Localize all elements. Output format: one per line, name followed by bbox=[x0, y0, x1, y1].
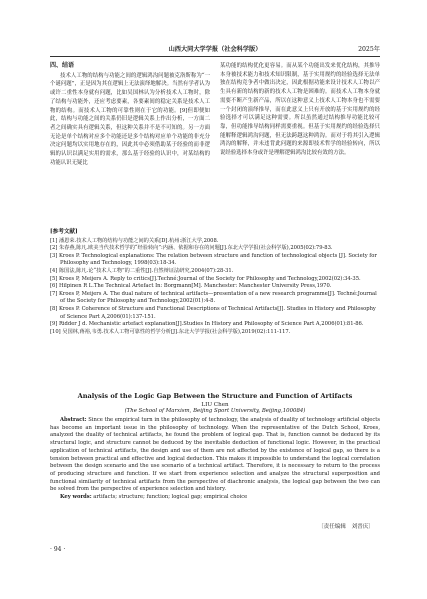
english-affiliation: (The School of Marxism, Beijing Sport University, Beijing,100084) bbox=[124, 408, 306, 414]
reference-item: [9] Ridder J d. Mechanistic artefact explanation[J].Studies In History and Philosophy of Science Part A,2006(01):81-86. bbox=[50, 321, 364, 328]
reference-item: [3] Kroes P. Technological explanations: The relation between structure and function of technological objects [J]. Society for Philosophy and Technology, 1998(03):18-34. bbox=[50, 252, 377, 267]
abstract-label: Abstract: bbox=[60, 417, 87, 423]
english-abstract-block bbox=[50, 392, 380, 502]
conclusion-paragraph-continued: 某功能的结构优化更容易。而从某个功能出发来优化结构，其推导本身被技术能力和技术知识限制，基于实用规约的经验选择无法单独在结构竞争者中做出决定，因此根据功能来设计技术人工物以产生具有新的结构的新的技术人工物是困难的。而技术人工物本身就需要不断产生新产品，所以在这种意义上技术人工物本身也不需要一个封闭的演绎推导，而在此意义上只有开放的基于实用规约的经验选择才可以满足这种需要。所以虽然通过结构推导功能比较可靠，但功能推导结构同样需要重视。但基于实用规约的经验选择只能解释逻辑鸿沟问题，但无法跨越这种鸿沟。而对于将其引入逻辑鸿沟的解释，并未违背此问题的来源即技术哲学的经验转向，所以说经验选择本身或许是理解逻辑鸿沟比较有效的方法。 bbox=[220, 63, 380, 157]
reference-item: [7] Kroes P, Meijers A. The dual nature of technical artifacts—presentation of a new research programme[J]. Techné:Journal of the Society for Philosophy and Technology,2002(01):4-8. bbox=[50, 290, 377, 305]
reference-item: [10] 吴国林,蒋裕,韦勇.技术人工物可靠性的哲学分析[J].东北大学学报(社会科学版),2019(02):111-117. bbox=[50, 328, 291, 335]
left-column bbox=[50, 62, 210, 167]
english-keywords bbox=[50, 494, 380, 502]
section-heading: 四、结语 bbox=[50, 62, 75, 69]
journal-name: 山西大同大学学报（社会科学版） bbox=[168, 46, 262, 53]
reference-item: [5] Kroes P, Meijers A. Reply to critics[J].Techné:Journal of the Society for Philosophy and Technology,2002(02):34-35. bbox=[50, 275, 361, 282]
journal-year: 2025年 bbox=[358, 46, 380, 53]
running-header bbox=[50, 42, 380, 57]
reference-item: [1] 潘恩荣.技术人工物的结构与功能之间的关系[D].杭州:浙江大学,2008. bbox=[50, 237, 219, 244]
reference-item: [6] Hilpinen R L.The Technical Artefact In: Borgmann[M]. Manchester: Manchester University Press,1970. bbox=[50, 283, 332, 290]
reference-item: [2] 朱春燕,陈凡.欧美当代技术哲学的“经验转向”:内涵、依据和存在的问题[J].东北大学学报(社会科学版),2005(02):79-83. bbox=[50, 245, 333, 252]
responsible-editor: 〔责任编辑 刘晋庆〕 bbox=[318, 524, 374, 530]
conclusion-paragraph: 技术人工物的结构与功能之间的逻辑鸿沟问题被克洛斯称为“一个谜问题”，正是因为其在逻辑上无法演绎地解决。当然有学者认为或许二重性本身就有问题，比如吴国林认为分析技术人工物时，除了结构与功能外，还应考虑要素，各要素间的稳定关系是技术人工物的结构。而技术人工物的可靠性则在于它的功能。[9]但即便如此，结构与功能之间的关系仍旧是逻辑关系上作出分析，一方面二者之间确实具有逻辑关系，但这种关系并不是不可知的。另一方面无论是单个结构对应多个功能还是多个结构对应单个功能的非充分决定问题均以实用地存在的，因此其中必须借助某于经验的而非逻辑的认识以满足实用的需求，那么基于经验的认识中，对某结构的功能认识无疑比 bbox=[50, 72, 210, 166]
english-abstract bbox=[50, 417, 380, 494]
references-title: [参考文献] bbox=[50, 229, 78, 235]
reference-item: [4] 陈国法,陈凡.论“技术人工物”的二重性[J].自然辩证法研究,2004(07):28-31. bbox=[50, 267, 234, 274]
english-author: LIU Chen bbox=[201, 402, 229, 408]
keywords-text: artifacts; structure; function; logical gap; empirical choice bbox=[91, 494, 248, 501]
right-column bbox=[220, 62, 380, 158]
page-number: · 94 · bbox=[50, 546, 66, 553]
keywords-label: Key words: bbox=[60, 494, 92, 501]
abstract-text: Since the empirical turn in the philosophy of technology, the analysis of duality of technology artificial objects has become an important issue in the philosophy of technology. When the representative of the Dutch School, Kroes, analyzed the duality of technical artifacts, he found the problem of logical gap. That is, function cannot be deduced by its structural logic, and structure cannot be deduced by the inevitable deduction of functional logic. However, in the practical application of technical artifacts, the design and use of them are not affected by the existence of logical gap, so there is a tension between practical and effective and logical deduction. This makes it impossible to understand the logical correlation between the design scenario and the use scenario of a technical artifact. Therefore, it is necessary to return to the process of producing structure and function. If we start from experience selection and analyze the structural superposition and functional similarity of technical artifacts from the perspective of diachronic analysis, the logical gap between the two can be solved from the perspective of experience selection and history. bbox=[50, 417, 380, 493]
reference-item: [8] Kroes P. Coherence of Structure and Functional Descriptions of Technical Artifacts[J]. Studies in History and Philosophy of Science Part A,2006(01):137-151. bbox=[50, 305, 376, 320]
body-columns bbox=[50, 62, 380, 226]
references bbox=[50, 229, 380, 336]
english-title: Analysis of the Logic Gap Between the Structure and Function of Artifacts bbox=[77, 392, 353, 400]
